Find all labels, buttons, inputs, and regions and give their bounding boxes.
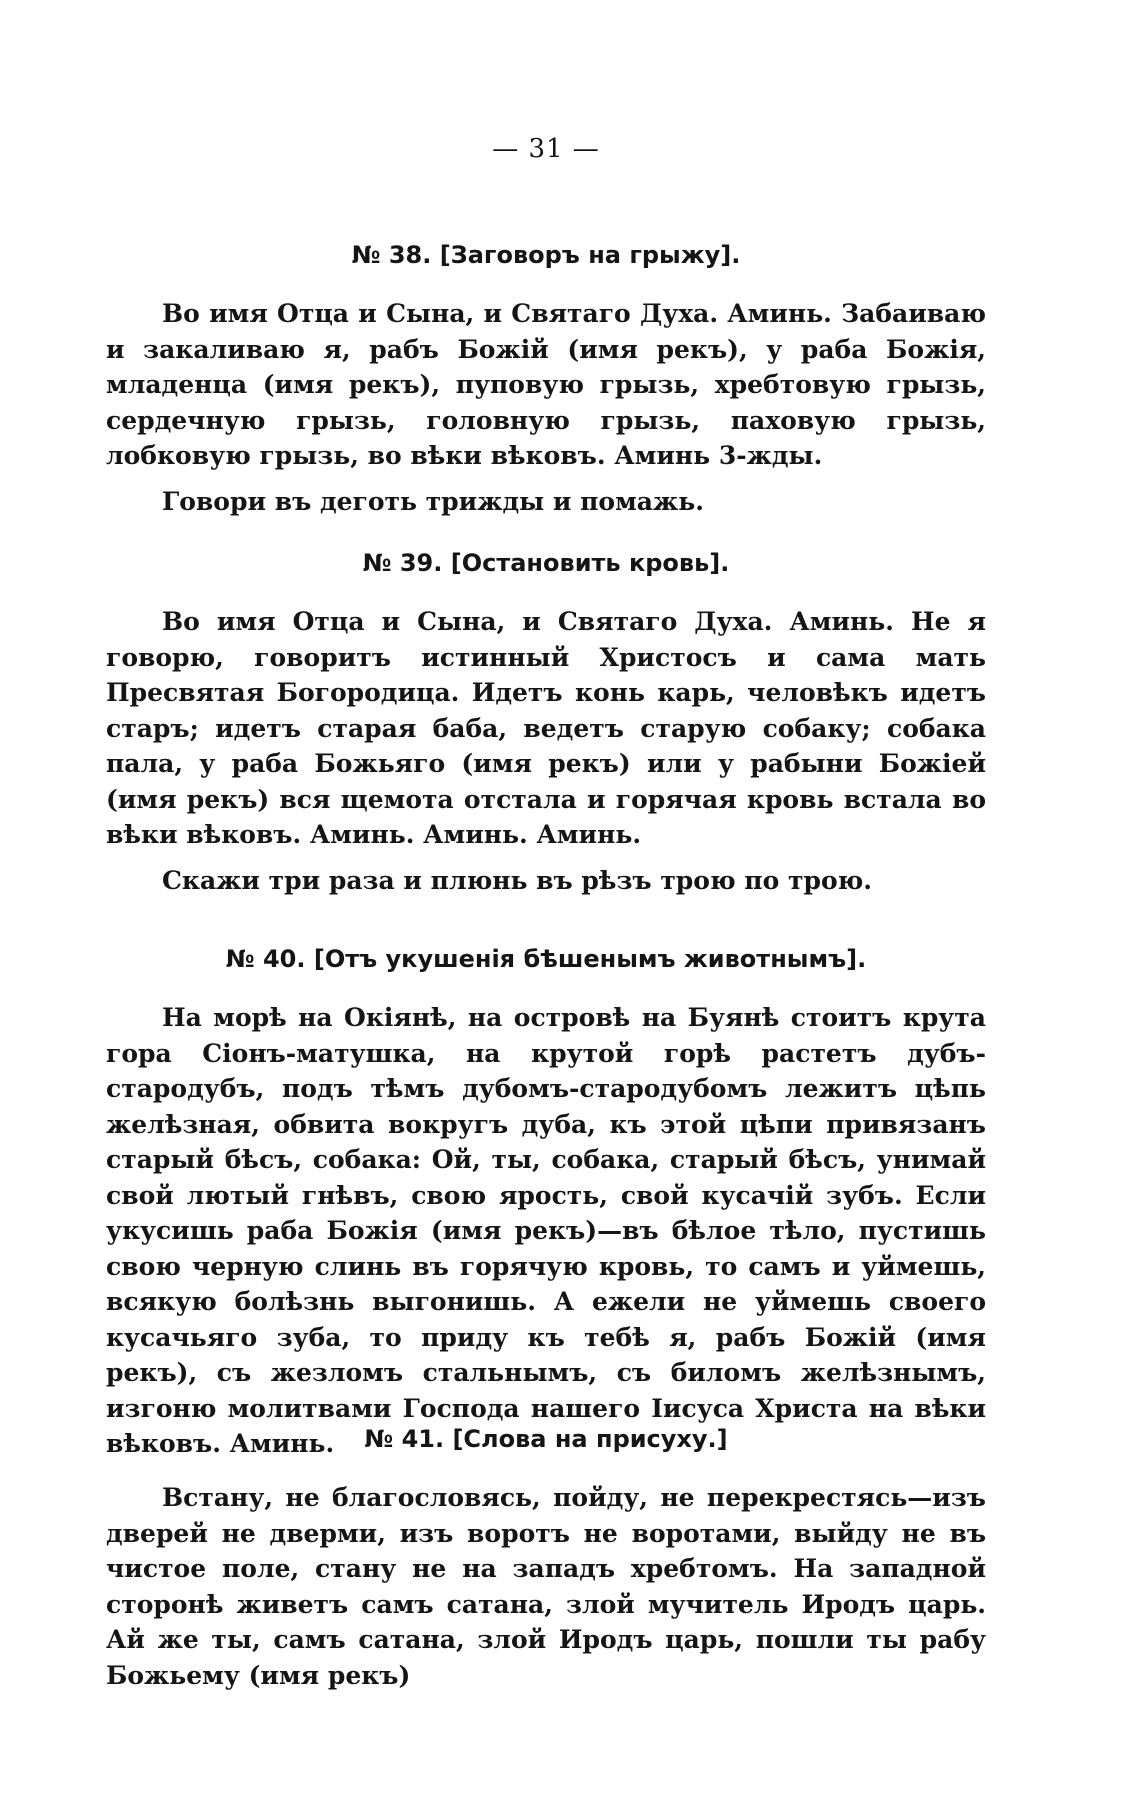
page-number: — 31 —: [492, 134, 600, 164]
paragraph: Говори въ деготь трижды и помажь.: [162, 486, 704, 516]
paragraph: Встану, не благословясь, пойду, не перекрестясь—изъ дверей не дверми, изъ воротъ не воротами, выйду не въ чистое поле, стану не на западъ хребтомъ. На западной сторонѣ живетъ самъ сатана, злой мучитель Иродъ царь. Ай же ты, самъ сатана, злой Иродъ царь, пошли ты рабу Божьему (имя рекъ): [106, 1483, 986, 1690]
section-40: [106, 944, 986, 1462]
section-heading: № 41. [Слова на присуху.]: [364, 1425, 728, 1453]
section-39: [106, 548, 986, 898]
paragraph: Во имя Отца и Сына, и Святаго Духа. Аминь. Забаиваю и закаливаю я, рабъ Божій (имя рекъ), у раба Божія, младенца (имя рекъ), пуповую грызь, хребтовую грызь, сердечную грызь, головную грызь, паховую грызь, лобковую грызь, во вѣки вѣковъ. Аминь 3-жды.: [106, 299, 986, 470]
book-page: [106, 0, 986, 1798]
section-41: [106, 1424, 986, 1693]
paragraph: На морѣ на Окіянѣ, на островѣ на Буянѣ стоитъ крута гора Сіонъ-матушка, на крутой горѣ растетъ дубъ-стародубъ, подъ тѣмъ дубомъ-стародубомъ лежитъ цѣпь желѣзная, обвита вокругъ дуба, къ этой цѣпи привязанъ старый бѣсъ, собака: Ой, ты, собака, старый бѣсъ, унимай свой лютый гнѣвъ, свою ярость, свой кусачій зубъ. Если укусишь раба Божія (имя рекъ)—въ бѣлое тѣло, пустишь свою черную слинь въ горячую кровь, то самъ и уймешь, всякую болѣзнь выгонишь. А ежели не уймешь своего кусачьяго зуба, то приду къ тебѣ я, рабъ Божій (имя рекъ), съ жезломъ стальнымъ, съ биломъ желѣзнымъ, изгоню молитвами Господа нашего Іисуса Христа на вѣки вѣковъ. Аминь.: [106, 1003, 986, 1458]
section-38: [106, 240, 986, 519]
section-heading: № 40. [Отъ укушенія бѣшенымъ животнымъ].: [225, 945, 867, 973]
paragraph: Во имя Отца и Сына, и Святаго Духа. Аминь. Не я говорю, говоритъ истинный Христосъ и сама мать Пресвятая Богородица. Идетъ конь карь, человѣкъ идетъ старъ; идетъ старая баба, ведетъ старую собаку; собака пала, у раба Божьяго (имя рекъ) или у рабыни Божіей (имя рекъ) вся щемота отстала и горячая кровь встала во вѣки вѣковъ. Аминь. Аминь. Аминь.: [106, 607, 986, 849]
section-heading: № 39. [Остановить кровь].: [362, 549, 730, 577]
section-heading: № 38. [Заговоръ на грыжу].: [351, 241, 741, 269]
paragraph: Скажи три раза и плюнь въ рѣзъ трою по трою.: [162, 865, 872, 895]
